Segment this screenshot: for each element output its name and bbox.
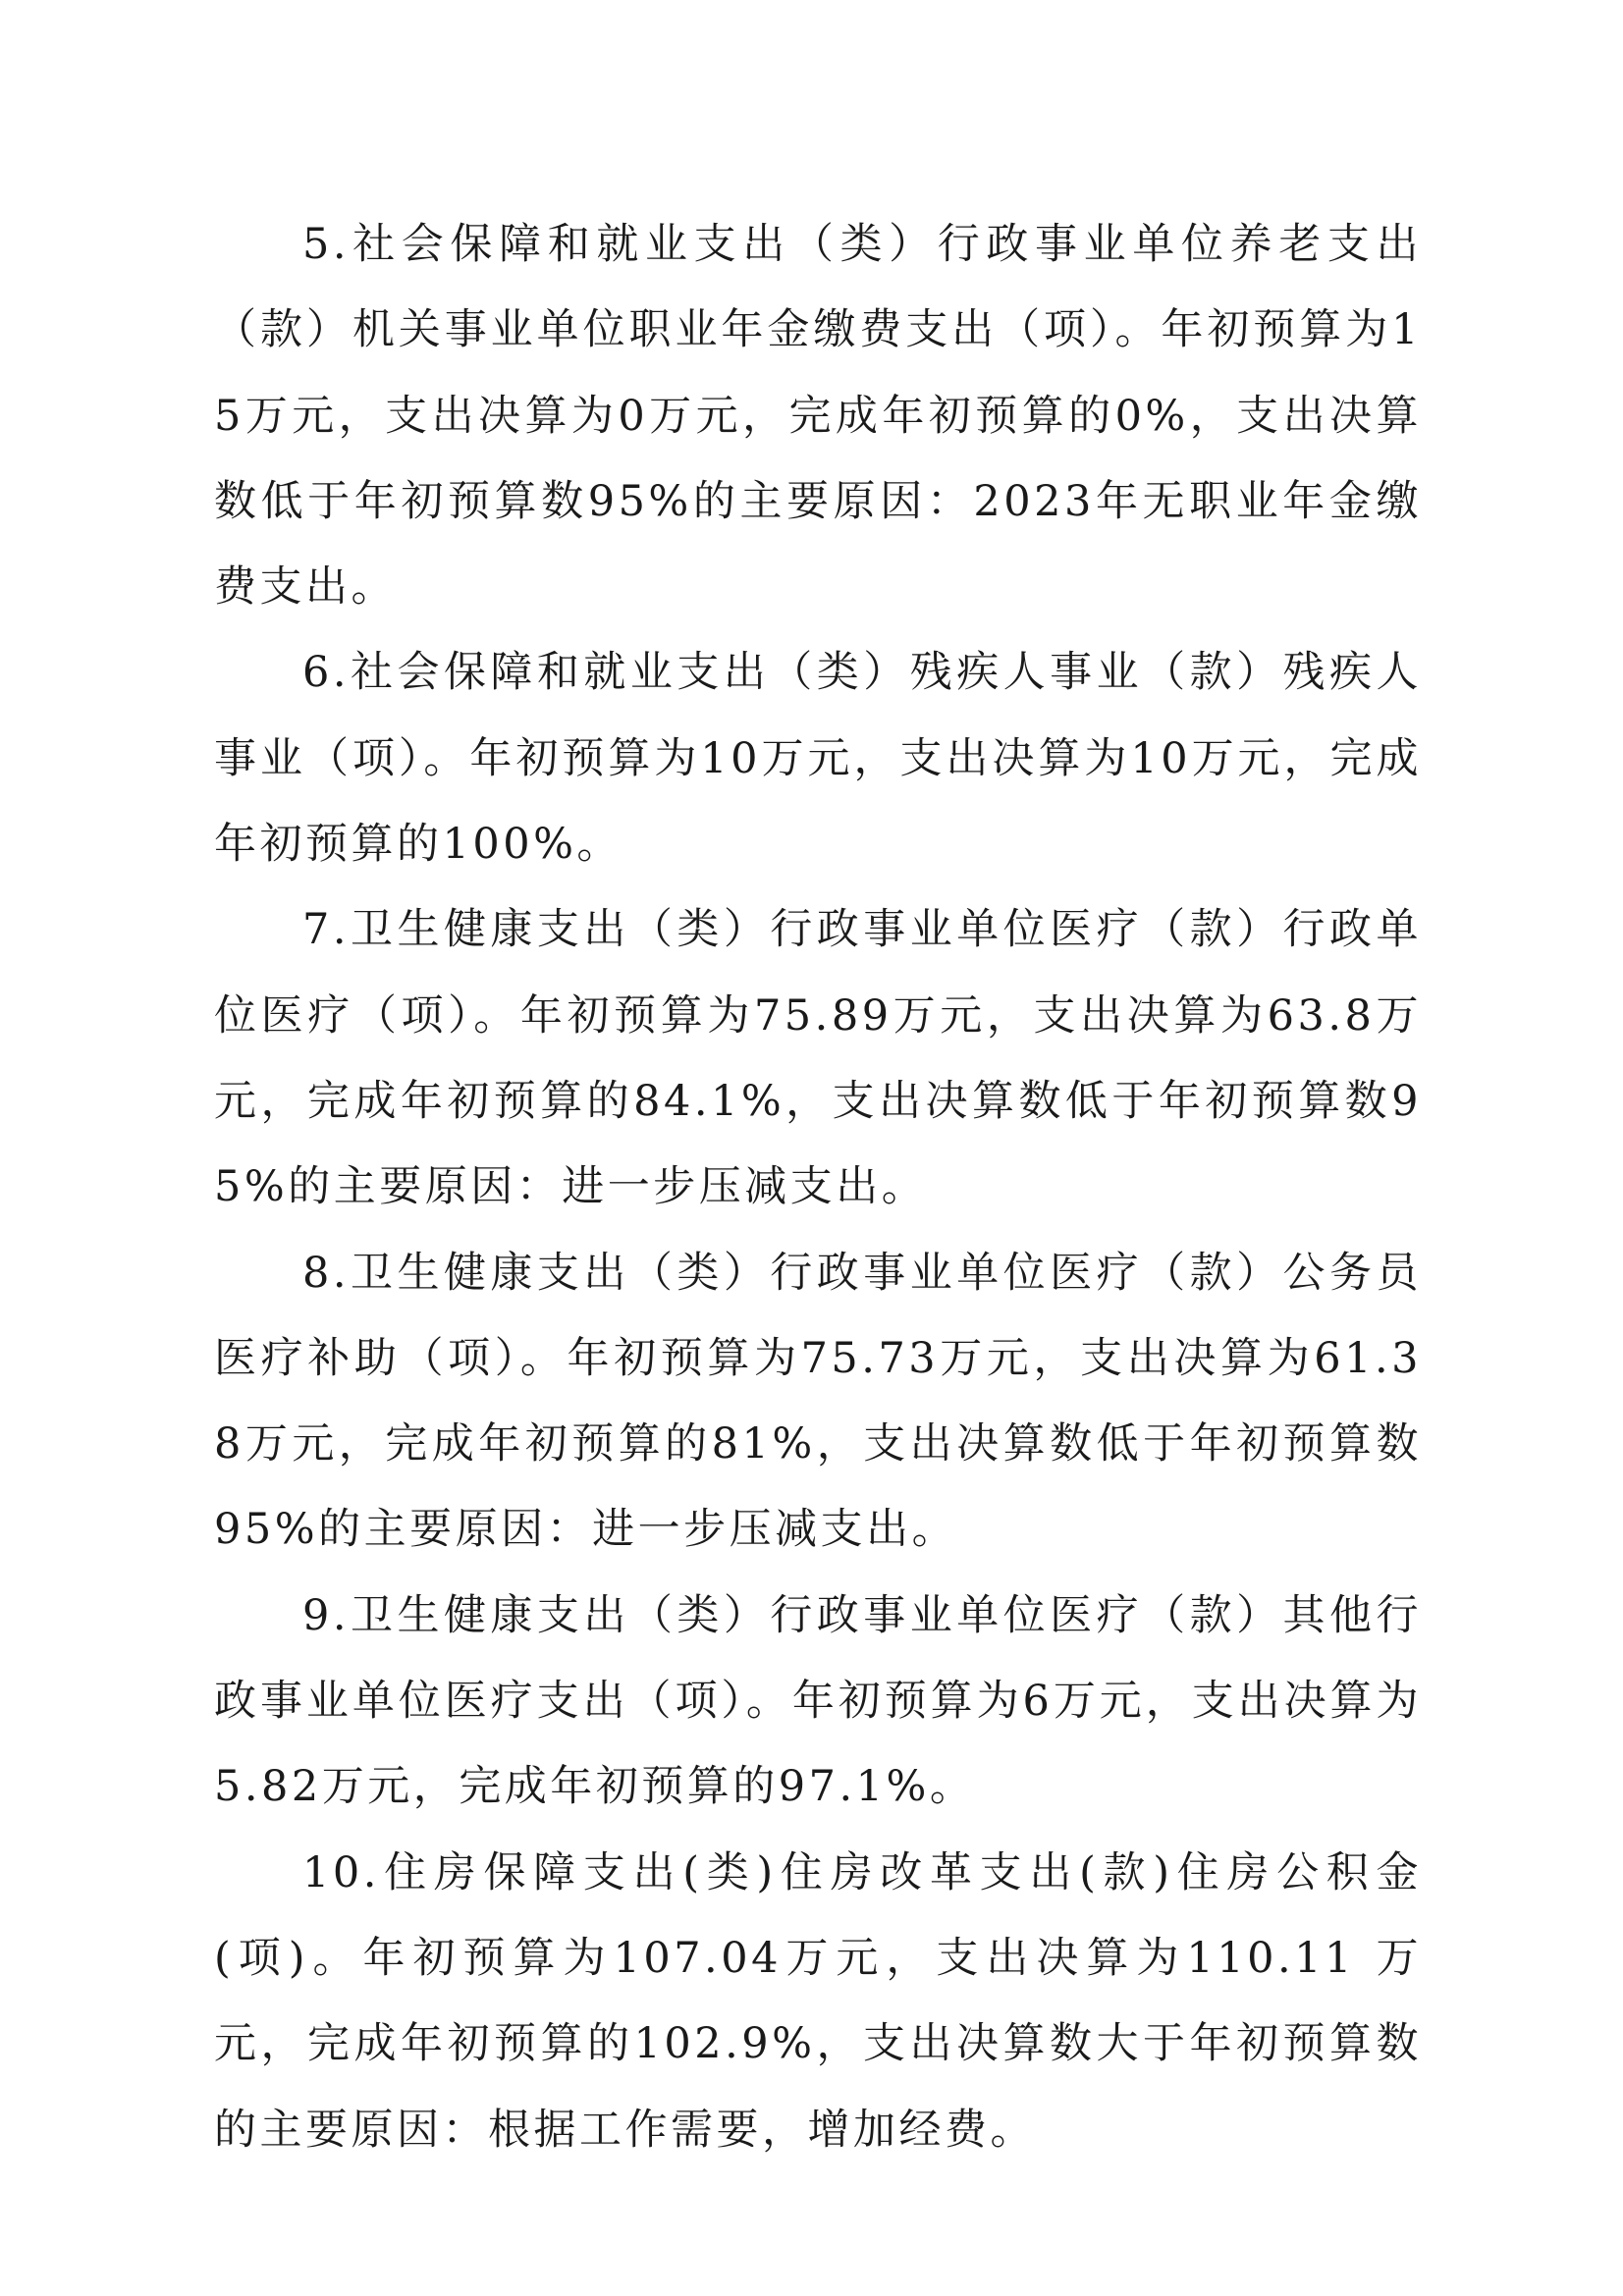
paragraph-item-10: 10.住房保障支出(类)住房改革支出(款)住房公积金(项)。年初预算为107.04万元，支出决算为110.11 万元，完成年初预算的102.9%，支出决算数大于年初预算数的主要原因：根据工作需要，增加经费。 [214,1847,1422,2155]
paragraph-item-5: 5.社会保障和就业支出（类）行政事业单位养老支出（款）机关事业单位职业年金缴费支出（项）。年初预算为15万元，支出决算为0万元，完成年初预算的0%，支出决算数低于年初预算数95%的主要原因：2023年无职业年金缴费支出。 [214,220,1422,613]
document-body [214,202,1422,2173]
paragraph-item-7: 7.卫生健康支出（类）行政事业单位医疗（款）行政单位医疗（项）。年初预算为75.89万元，支出决算为63.8万元，完成年初预算的84.1%，支出决算数低于年初预算数95%的主要原因：进一步压减支出。 [214,905,1422,1212]
paragraph-item-9: 9.卫生健康支出（类）行政事业单位医疗（款）其他行政事业单位医疗支出（项）。年初预算为6万元，支出决算为5.82万元，完成年初预算的97.1%。 [214,1590,1422,1812]
paragraph-item-6: 6.社会保障和就业支出（类）残疾人事业（款）残疾人事业（项）。年初预算为10万元，支出决算为10万元，完成年初预算的100%。 [214,648,1422,870]
paragraph-item-8: 8.卫生健康支出（类）行政事业单位医疗（款）公务员医疗补助（项）。年初预算为75.73万元，支出决算为61.38万元，完成年初预算的81%，支出决算数低于年初预算数95%的主要原因：进一步压减支出。 [214,1248,1422,1555]
